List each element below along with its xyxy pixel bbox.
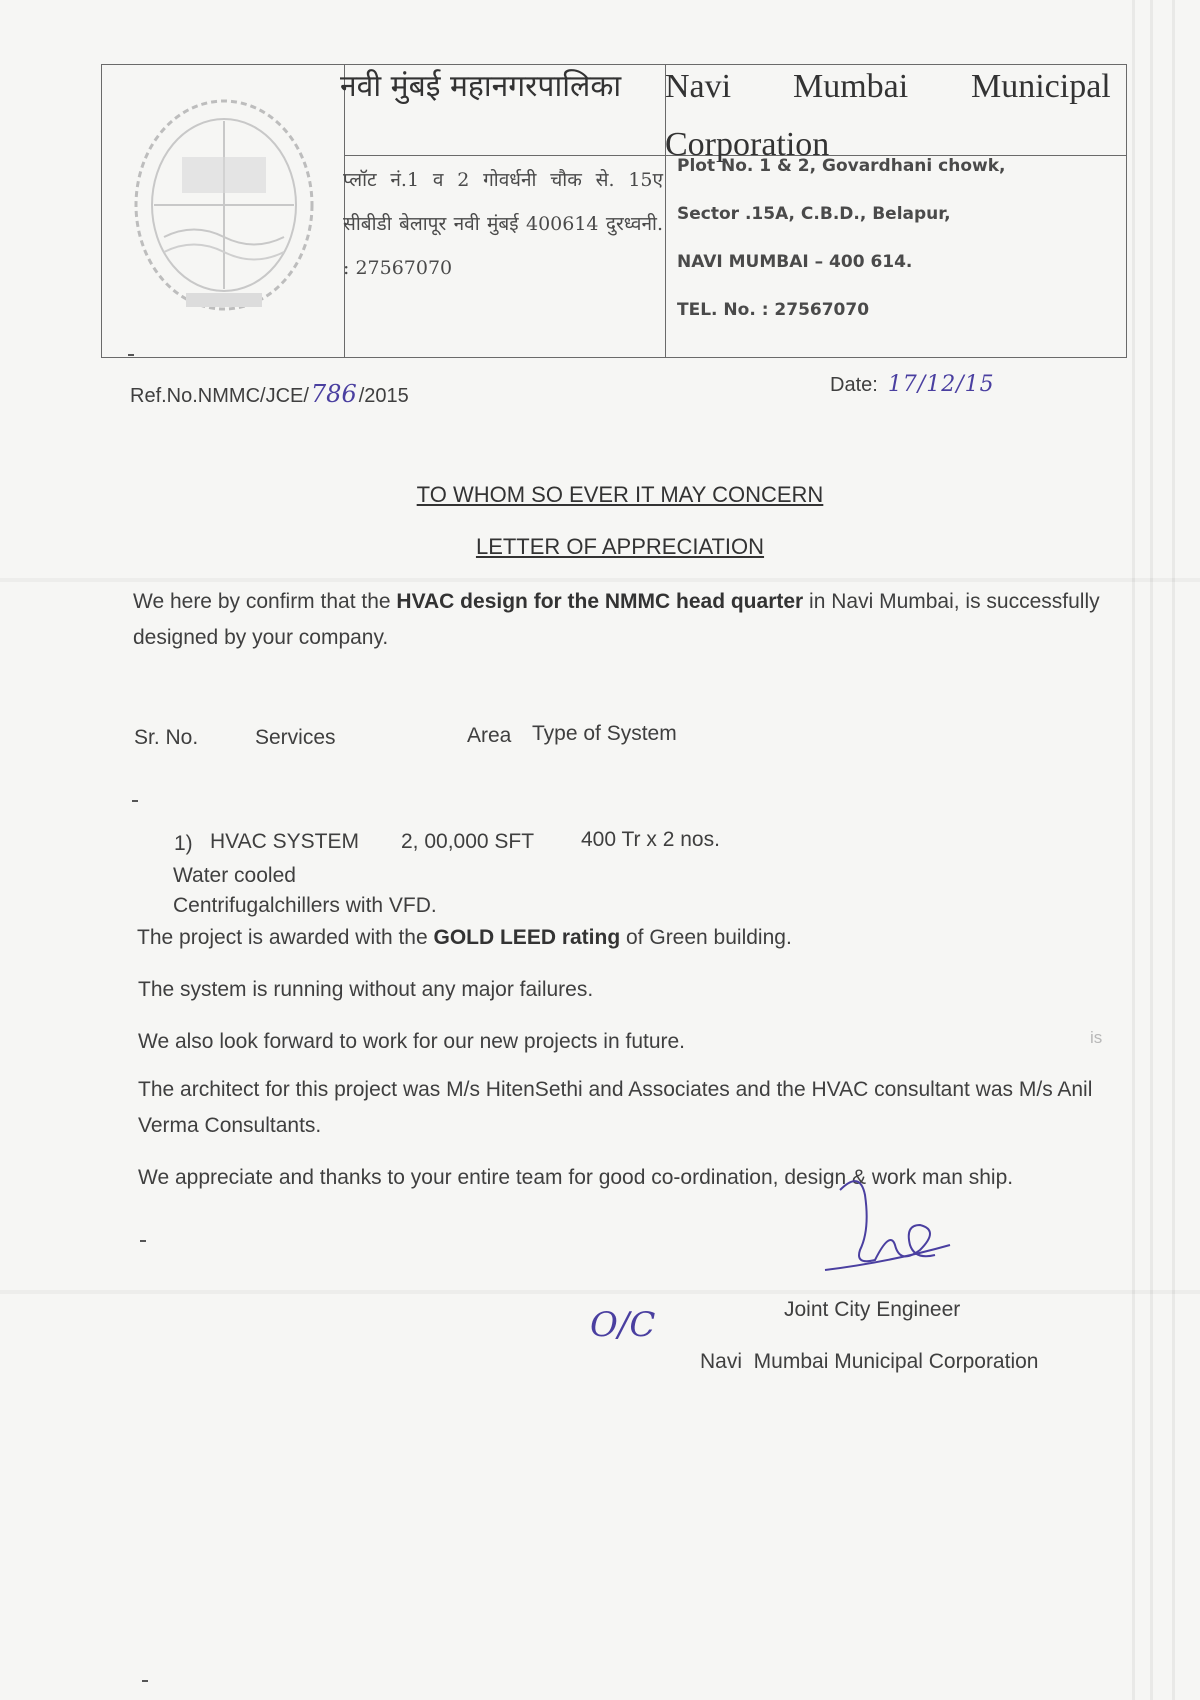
- hindi-address: प्लॉट नं.1 व 2 गोवर्धनी चौक से. 15ए सीबीडी बेलापूर नवी मुंबई 400614 दुरध्वनी. : 27567070: [343, 169, 663, 279]
- hindi-corporation-name: नवी मुंबई महानगरपालिका: [340, 69, 622, 104]
- address-line: TEL. No. : 27567070: [677, 300, 870, 320]
- scan-streak: [1150, 0, 1153, 1700]
- award-bold: GOLD LEED rating: [433, 926, 621, 949]
- thanks-paragraph: We appreciate and thanks to your entire team for good co-ordination, design & work man ship.: [138, 1166, 1014, 1189]
- heading-to-whom: TO WHOM SO EVER IT MAY CONCERN: [416, 482, 824, 507]
- running-paragraph: The system is running without any major failures.: [138, 978, 594, 1001]
- name-word: Municipal: [971, 68, 1111, 105]
- intro-paragraph: [133, 584, 1113, 656]
- intro-text: We here by confirm that the: [133, 590, 397, 613]
- forward-paragraph: We also look forward to work for our new projects in future.: [138, 1030, 686, 1053]
- item-number: 1): [174, 832, 193, 855]
- signature: [820, 1170, 960, 1280]
- header-type-of-system: Type of System: [532, 722, 677, 745]
- award-paragraph: [137, 920, 1117, 956]
- header-services: Services: [255, 726, 336, 749]
- paper-fold: [0, 578, 1200, 582]
- scan-mark: [128, 354, 134, 356]
- item-line-2: Water cooled: [173, 864, 296, 887]
- header-area: Area: [467, 724, 512, 747]
- emblem-cell: [102, 65, 345, 357]
- ref-suffix: /2015: [358, 385, 409, 407]
- handwritten-date: 17/12/15: [887, 372, 995, 397]
- address-line: NAVI MUMBAI – 400 614.: [677, 252, 913, 272]
- item-area: 2, 00,000 SFT: [401, 830, 535, 853]
- scan-streak: [1132, 0, 1135, 1700]
- name-word: Navi: [665, 68, 732, 105]
- scan-mark: [142, 1680, 148, 1682]
- signatory-title: Joint City Engineer: [784, 1298, 961, 1321]
- nmmc-emblem: [124, 87, 324, 323]
- architect-paragraph: The architect for this project was M/s HitenSethi and Associates and the HVAC consultant was M/s Anil Verma Consultants.: [138, 1078, 1093, 1137]
- ref-prefix: Ref.No.NMMC/JCE/: [130, 385, 309, 407]
- scan-streak: [1172, 0, 1175, 1700]
- address-line: Plot No. 1 & 2, Govardhani chowk,: [677, 156, 1006, 176]
- heading-letter-type: LETTER OF APPRECIATION: [475, 534, 765, 559]
- signatory-organization: Navi Mumbai Municipal Corporation: [700, 1350, 1039, 1373]
- intro-bold: HVAC design for the NMMC head quarter: [396, 590, 804, 613]
- scan-mark: [140, 1240, 146, 1242]
- stray-mark: is: [1090, 1028, 1103, 1047]
- item-service: HVAC SYSTEM: [210, 830, 359, 853]
- paper-fold: [0, 1290, 1200, 1294]
- award-text: The project is awarded with the: [137, 926, 434, 949]
- handwritten-oc-note: O/C: [590, 1305, 656, 1345]
- intro-text: in Navi Mumbai, is successfully designed by your company.: [133, 590, 1100, 649]
- handwritten-ref-number: 786: [310, 380, 357, 408]
- item-capacity: 400 Tr x 2 nos.: [581, 828, 720, 851]
- reference-number: [130, 380, 409, 408]
- name-word: Mumbai: [793, 68, 909, 105]
- header-sr-no: Sr. No.: [134, 726, 199, 749]
- letter-date: [830, 372, 995, 397]
- address-line: Sector .15A, C.B.D., Belapur,: [677, 204, 951, 224]
- name-word: Corporation: [665, 125, 830, 163]
- scan-mark: [132, 800, 138, 802]
- award-text: of Green building.: [620, 926, 792, 949]
- date-label: Date:: [830, 374, 878, 396]
- english-address: [677, 156, 1117, 348]
- item-line-3: Centrifugalchillers with VFD.: [173, 894, 437, 917]
